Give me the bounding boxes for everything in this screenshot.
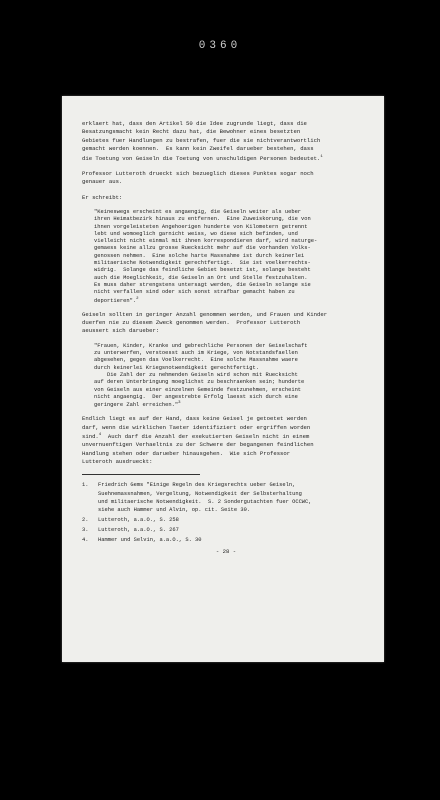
quote-1-text: "Keineswegs erscheint es angaengig, die Geiseln weiter als ueber ihren Heimatbezirk hinaus zu entfernen. Eine Zuweiskorung, die von ihnen vorgeleisteten Angehoerigen hunderte von Kilometern getrennt lebt und womoeglich garnicht weiss, wo diese sich befinden, und vielleicht nicht einmal mit ihnen korrespondieren darf, wird naturge- gemaess keine allzu grosse Ruecksicht mehr auf die vorhanden Volks- genossen nehmen. Eine solche harte Massnahme ist durch keinerlei militaerische Notwendigkeit gerechtfertigt. Sie ist voelkerrechts- widrig. Solange das feindliche Gebiet besetzt ist, solange besteht auch die Moeglichkeit, die Geiseln an Ort und Stelle festzuhalten. Es muss daher strengstens untersagt werden, die Geiseln solange sie nicht verfallen sind oder sich sonst strafbar gemacht haben zu deportieren". <box>94 208 318 304</box>
footnote-number: 3. <box>82 527 89 534</box>
quote-2 <box>94 343 370 409</box>
page-content <box>82 120 370 557</box>
footnote-text: Lutteroth, a.a.O., S. 267 <box>98 527 179 534</box>
paragraph-4: Geiseln sollten in geringer Anzahl genommen werden, und Frauen und Kinder duerfen nie zu diesem Zweck genommen werden. Professor Lutteroth aeussert sich darueber: <box>82 310 328 335</box>
paragraph-2: Professor Lutteroth drueckt sich bezueglich dieses Punktes sogar noch genauer aus. <box>82 169 314 186</box>
footnote-ref-2: 2 <box>136 296 139 301</box>
footnote-number: 4. <box>82 537 89 544</box>
footnote-ref-3: 3 <box>178 401 181 406</box>
document-page <box>62 96 384 662</box>
footnote <box>82 481 370 513</box>
page-number: - 28 - <box>215 548 237 556</box>
paragraph-5-text: Endlich liegt es auf der Hand, dass keine Geisel je getoetet werden darf, wenn die wirklichen Taeter identifiziert oder ergriffen worden sind. <box>82 415 311 440</box>
footnote-text: Lutteroth, a.a.O., S. 258 <box>98 516 179 523</box>
footnote-ref-4: 4 <box>98 433 102 438</box>
footnote-text: Friedrich Gems "Einige Regeln des Kriegsrechts ueber Geiseln, Suehnemassnahmen, Vergeltung, Notwendigkeit der Selbsterhaltung und militaerische Notwendigkeit. S. 2 Sondergutachten fuer OCCWC, siehe auch Hammer und Alvin, op. cit. Seite 30. <box>98 482 312 513</box>
paragraph-5 <box>82 415 370 466</box>
paragraph-3: Er schreibt: <box>82 193 123 201</box>
footnote <box>82 536 370 544</box>
frame-number: 0360 <box>198 40 242 52</box>
paragraph-1 <box>82 120 370 163</box>
paragraph-1-text: erklaert hat, dass den Artikel 50 die Idee zugrunde liegt, dass die Besatzungsmacht kein Recht dazu hat, die Bewohner eines besetzten Gebietes fuer Handlungen zu bestrafen, fuer die sie nichtverantwortlich gemacht werden koennen. Es kann kein Zweifel darueber bestehen, dass die Toetung von Geiseln die Toetung von unschuldigen Personen bedeutet. <box>82 120 321 162</box>
footnote-number: 2. <box>82 516 89 523</box>
footnote-number: 1. <box>82 482 89 489</box>
footnote <box>82 516 370 524</box>
paragraph-5-continued: Auch darf die Anzahl der exekutierten Geiseln nicht in einem unvernuenftigen Verhaeltnis zu der Schwere der begangenen feindlichen Handlung stehen oder darueber hinausgehen. Wie sich Professor Lutteroth ausdrueckt: <box>82 432 314 466</box>
quote-1 <box>94 209 370 305</box>
footnote-text: Hammer und Selvin, a.a.O., S. 30 <box>98 537 202 544</box>
footnote-divider <box>82 474 200 475</box>
footnote-ref-1: 1 <box>320 154 323 159</box>
footnote <box>82 526 370 534</box>
quote-2-text: "Frauen, Kinder, Kranke und gebrechliche Personen der Geiselschaft zu unterwerfen, verstoesst auch im Kriege, von Notstandsfaellen abgesehen, gegen das Voelkerrecht. Eine solche Massnahme waere durch keinerlei Kriegsnotwendigkeit gerechtfertigt. Die Zahl der zu nehmenden Geiseln wird schon mit Ruecksicht auf deren Unterbringung moeglichst zu beschraenken sein; hunderte von Geiseln aus einer einzelnen Gemeinde festzunehmen, erscheint nicht angaengig. Der angestrebte Erfolg laesst sich durch eine geringere Zahl erreichen." <box>94 342 308 408</box>
